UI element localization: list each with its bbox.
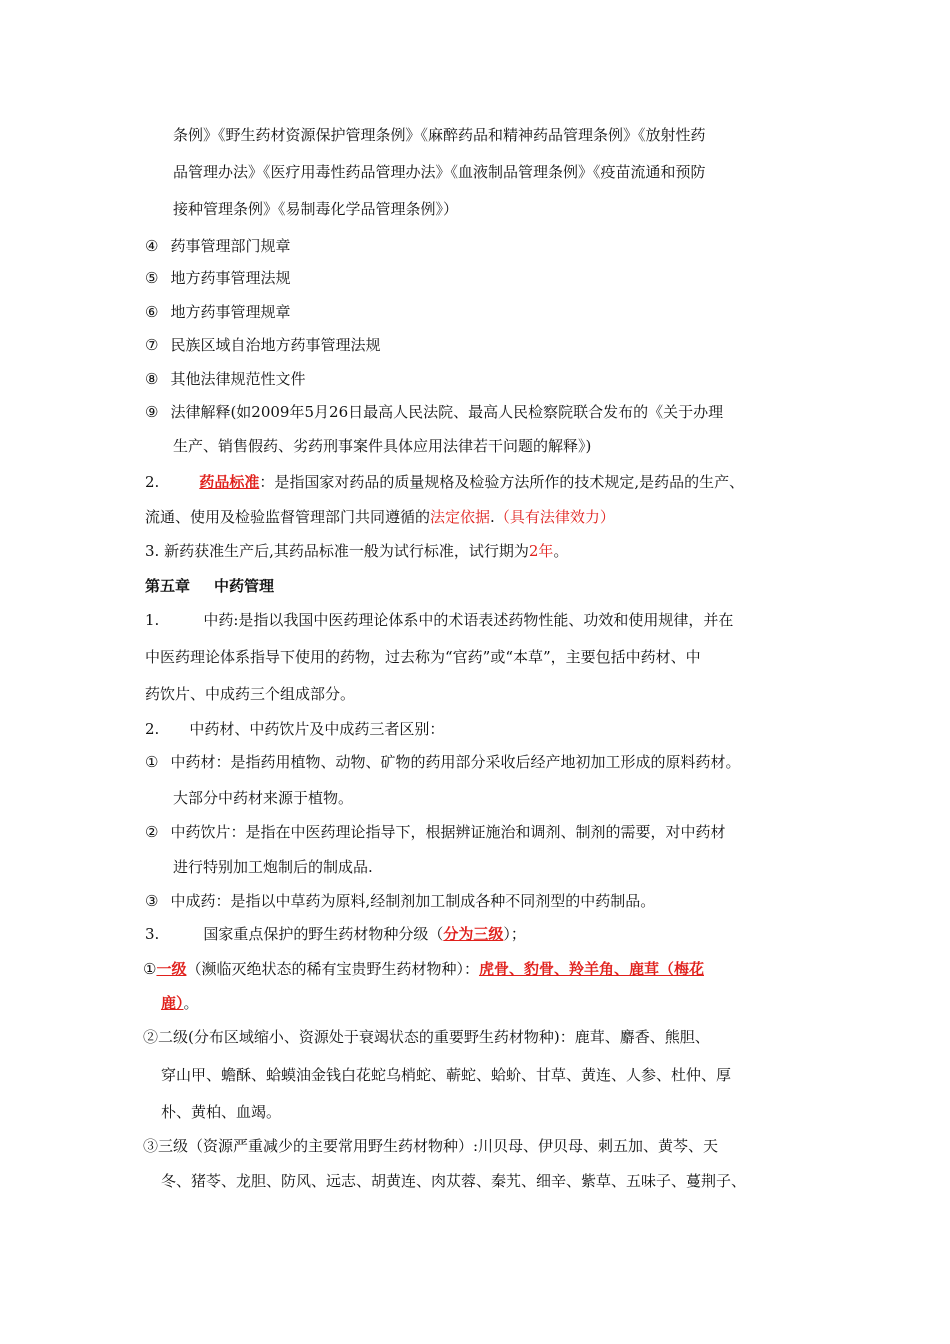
- list-item: [145, 267, 290, 289]
- list-text: 药事管理部门规章: [170, 237, 291, 255]
- list-text: 中药材：是指药用植物、动物、矿物的药用部分采收后经产地初加工形成的原料药材。: [170, 753, 741, 771]
- text-run: ：是指国家对药品的质量规格及检验方法所作的技术规定,是药品的生产、: [259, 473, 745, 491]
- grade-three-line: ③三级（资源严重减少的主要常用野生药材物种）:川贝母、伊贝母、刺五加、黄芩、天: [143, 1137, 719, 1155]
- chapter-title: 中药管理: [214, 577, 275, 595]
- list-number: ⑤: [145, 269, 159, 287]
- text-run: 中药:是指以我国中医药理论体系中的术语表述药物性能、功效和使用规律，并在: [203, 611, 734, 629]
- text-line: 大部分中药材来源于植物。: [173, 789, 354, 807]
- text-line: [161, 992, 199, 1014]
- chapter-number: 第五章: [145, 577, 191, 595]
- list-text: 中药饮片：是指在中医药理论指导下，根据辨证施治和调剂、制剂的需要，对中药材: [170, 823, 726, 841]
- list-item: [145, 235, 290, 257]
- highlight-trial-period: 2年: [528, 542, 554, 560]
- list-number: ⑧: [145, 370, 159, 388]
- text-run: 3. 新药获准生产后,其药品标准一般为试行标准，试行期为: [145, 542, 529, 560]
- text-run: 国家重点保护的野生药材物种分级（: [203, 925, 444, 943]
- text-line: 进行特别加工炮制后的制成品.: [173, 858, 373, 876]
- list-text: 地方药事管理规章: [170, 303, 291, 321]
- text-run: ）；: [503, 925, 526, 943]
- highlight-three-grades: 分为三级: [443, 925, 504, 943]
- paragraph-differences: [145, 718, 444, 740]
- list-item: [145, 821, 725, 843]
- text-run: 流通、使用及检验监督管理部门共同遵循的: [145, 508, 431, 526]
- highlight-grade-one-species: 鹿）: [161, 994, 184, 1012]
- list-number: ①: [145, 753, 159, 771]
- text-line: 中医药理论体系指导下使用的药物，过去称为“官药”或“本草”，主要包括中药材、中: [145, 648, 701, 666]
- list-item: [145, 334, 380, 356]
- section-number: 3.: [145, 925, 160, 943]
- text-line: 接种管理条例》《易制毒化学品管理条例》）: [173, 200, 459, 218]
- list-item: [145, 401, 723, 423]
- text-run: .: [490, 508, 495, 526]
- list-item: [145, 751, 740, 773]
- list-number: ⑥: [145, 303, 159, 321]
- paragraph-drug-standard: [145, 471, 744, 493]
- section-number: 1.: [145, 611, 160, 629]
- list-number: ①: [143, 960, 157, 978]
- grade-one-line: [143, 958, 704, 980]
- list-number: ④: [145, 237, 159, 255]
- text-line: 条例》《野生药材资源保护管理条例》《麻醉药品和精神药品管理条例》《放射性药: [173, 126, 706, 144]
- list-number: ⑦: [145, 336, 159, 354]
- list-number: ③: [145, 892, 159, 910]
- text-line: [145, 506, 615, 528]
- term-drug-standard: 药品标准: [199, 473, 260, 491]
- list-text: 中成药：是指以中草药为原料,经制剂加工制成各种不同剂型的中药制品。: [170, 892, 656, 910]
- grade-two-line: ②二级(分布区域缩小、资源处于衰竭状态的重要野生药材物种)：鹿茸、麝香、熊胆、: [143, 1028, 710, 1046]
- highlight-grade-one: 一级: [156, 960, 187, 978]
- text-run: 。: [183, 994, 199, 1012]
- paragraph-protected-species: [145, 923, 526, 945]
- text-run: 中药材、中药饮片及中成药三者区别：: [189, 720, 445, 738]
- chapter-heading: [145, 575, 274, 597]
- list-text: 其他法律规范性文件: [170, 370, 306, 388]
- paragraph-tcm: [145, 609, 733, 631]
- text-run: 。: [553, 542, 569, 560]
- text-line: 冬、猪苓、龙胆、防风、远志、胡黄连、肉苁蓉、秦艽、细辛、紫草、五味子、蔓荆子、: [161, 1172, 747, 1190]
- section-number: 2.: [145, 720, 160, 738]
- list-item: [145, 368, 305, 390]
- text-line: 药饮片、中成药三个组成部分。: [145, 685, 356, 703]
- list-text: 地方药事管理法规: [170, 269, 291, 287]
- list-number: ②: [145, 823, 159, 841]
- highlight-grade-one-species: 虎骨、豹骨、羚羊角、鹿茸（梅花: [478, 960, 704, 978]
- highlight-legal-effect: （具有法律效力）: [494, 508, 615, 526]
- text-line: [145, 540, 568, 562]
- text-line: 生产、销售假药、劣药刑事案件具体应用法律若干问题的解释》): [173, 437, 592, 455]
- text-line: 品管理办法》《医疗用毒性药品管理办法》《血液制品管理条例》《疫苗流通和预防: [173, 163, 706, 181]
- highlight-legal-basis: 法定依据: [430, 508, 491, 526]
- list-item: [145, 301, 290, 323]
- list-text: 法律解释(如2009年5月26日最高人民法院、最高人民检察院联合发布的《关于办理: [170, 403, 724, 421]
- section-number: 2.: [145, 473, 160, 491]
- list-text: 民族区域自治地方药事管理法规: [170, 336, 381, 354]
- text-run: （濒临灭绝状态的稀有宝贵野生药材物种）：: [186, 960, 479, 978]
- text-line: 朴、黄柏、血竭。: [161, 1103, 282, 1121]
- list-number: ⑨: [145, 403, 159, 421]
- text-line: 穿山甲、蟾酥、蛤蟆油金钱白花蛇乌梢蛇、蕲蛇、蛤蚧、甘草、黄连、人参、杜仲、厚: [161, 1066, 732, 1084]
- list-item: [145, 890, 655, 912]
